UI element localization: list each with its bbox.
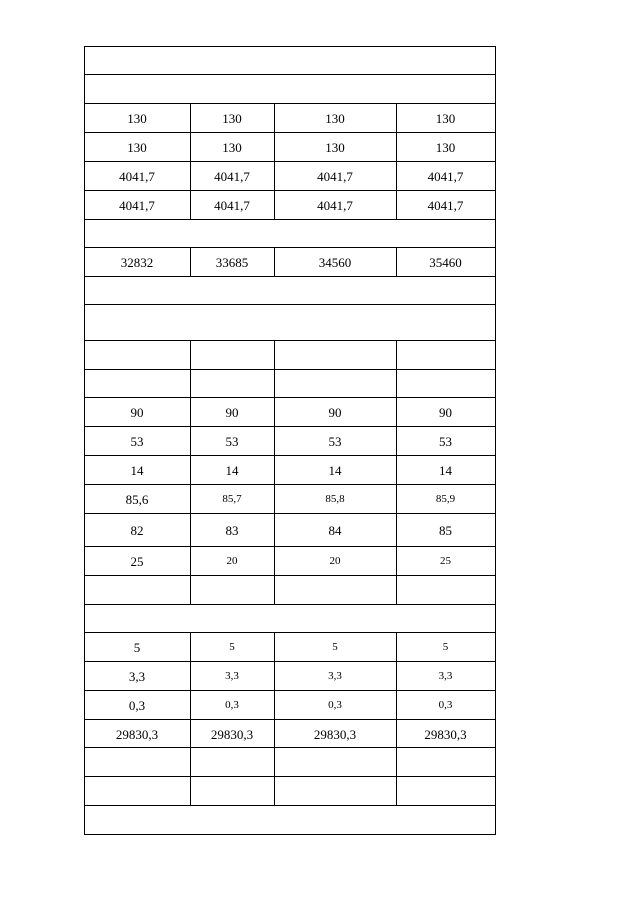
table-cell: 3,3 [328,670,342,682]
table-cell [190,341,274,370]
table-cell: 83 [225,523,239,538]
table-cell: 85,6 [125,492,149,507]
table-cell: 90 [328,405,342,420]
table-cell: 14 [130,463,144,478]
table-cell: 3,3 [128,669,146,684]
table-cell [396,748,495,777]
table-cell: 29830,3 [313,726,357,742]
table-cell: 82 [130,523,144,538]
table-cell [396,370,495,398]
table-cell: 85,7 [222,493,242,505]
table-cell: 4041,7 [214,198,250,213]
table-cell [274,576,396,605]
table-cell: 35460 [429,255,462,270]
table-cell: 90 [225,405,239,420]
table-horizontal-rule [84,834,496,835]
table-cell [84,341,190,370]
table-outer-border [495,46,496,835]
table-cell: 3,3 [438,670,453,682]
table-cell: 85 [439,523,452,538]
table-cell: 14 [225,463,239,478]
table-spanning-row [84,46,495,74]
table-cell: 29830,3 [424,726,467,742]
table-cell [274,341,396,370]
table-cell: 4041,7 [427,169,464,184]
table-cell: 5 [133,640,141,655]
table-cell: 5 [442,641,449,653]
table-cell: 20 [329,555,341,567]
table-cell: 130 [222,140,242,155]
table-cell: 14 [439,463,452,478]
table-cell [274,370,396,398]
table-cell: 90 [439,405,452,420]
table-cell: 32832 [120,255,154,270]
table-cell: 130 [127,140,147,155]
table-cell: 4041,7 [317,169,353,184]
table-cell: 130 [435,140,456,155]
table-cell: 4041,7 [317,198,353,213]
table-cell: 84 [328,523,342,538]
table-spanning-row [84,219,495,247]
table-cell: 33685 [215,255,249,270]
table-spanning-row [84,304,495,340]
table-cell: 0,3 [128,698,146,713]
table-cell: 130 [325,111,345,126]
table-cell [274,748,396,777]
table-cell: 29830,3 [210,726,254,742]
table-cell: 0,3 [438,699,453,711]
table-cell: 5 [332,641,338,653]
table-cell: 5 [229,641,235,653]
table-cell: 53 [130,434,144,449]
table-cell: 53 [225,434,239,449]
table-cell: 20 [226,555,238,567]
table-cell: 85,8 [325,493,345,505]
table-cell: 130 [435,111,456,126]
table-cell: 14 [328,463,342,478]
table-cell: 25 [130,554,144,569]
table-cell: 34560 [318,255,352,270]
table-cell: 130 [325,140,345,155]
table-cell: 0,3 [328,699,342,711]
table-spanning-row [84,74,495,103]
table-cell [190,576,274,605]
table-cell [274,777,396,806]
table-cell: 25 [440,555,451,567]
table-cell: 0,3 [225,699,239,711]
table-cell: 4041,7 [427,198,464,213]
table-spanning-row [84,604,495,632]
table-cell [396,576,495,605]
table-cell [190,777,274,806]
table-cell: 130 [127,111,147,126]
table-cell: 3,3 [225,670,239,682]
table-cell [84,777,190,806]
table-cell: 4041,7 [214,169,250,184]
table-cell: 90 [130,405,144,420]
table-cell: 53 [439,434,452,449]
table-cell: 29830,3 [115,726,159,742]
table-cell: 53 [328,434,342,449]
table-cell: 4041,7 [119,169,155,184]
table-cell [84,370,190,398]
table-cell: 4041,7 [119,198,155,213]
table-cell: 85,9 [435,493,456,505]
table-cell [396,777,495,806]
table-spanning-row [84,805,495,834]
table-cell [190,370,274,398]
table-cell [84,748,190,777]
table-cell [396,341,495,370]
table-spanning-row [84,276,495,304]
table-cell [84,576,190,605]
table-cell [190,748,274,777]
table-cell: 130 [222,111,242,126]
